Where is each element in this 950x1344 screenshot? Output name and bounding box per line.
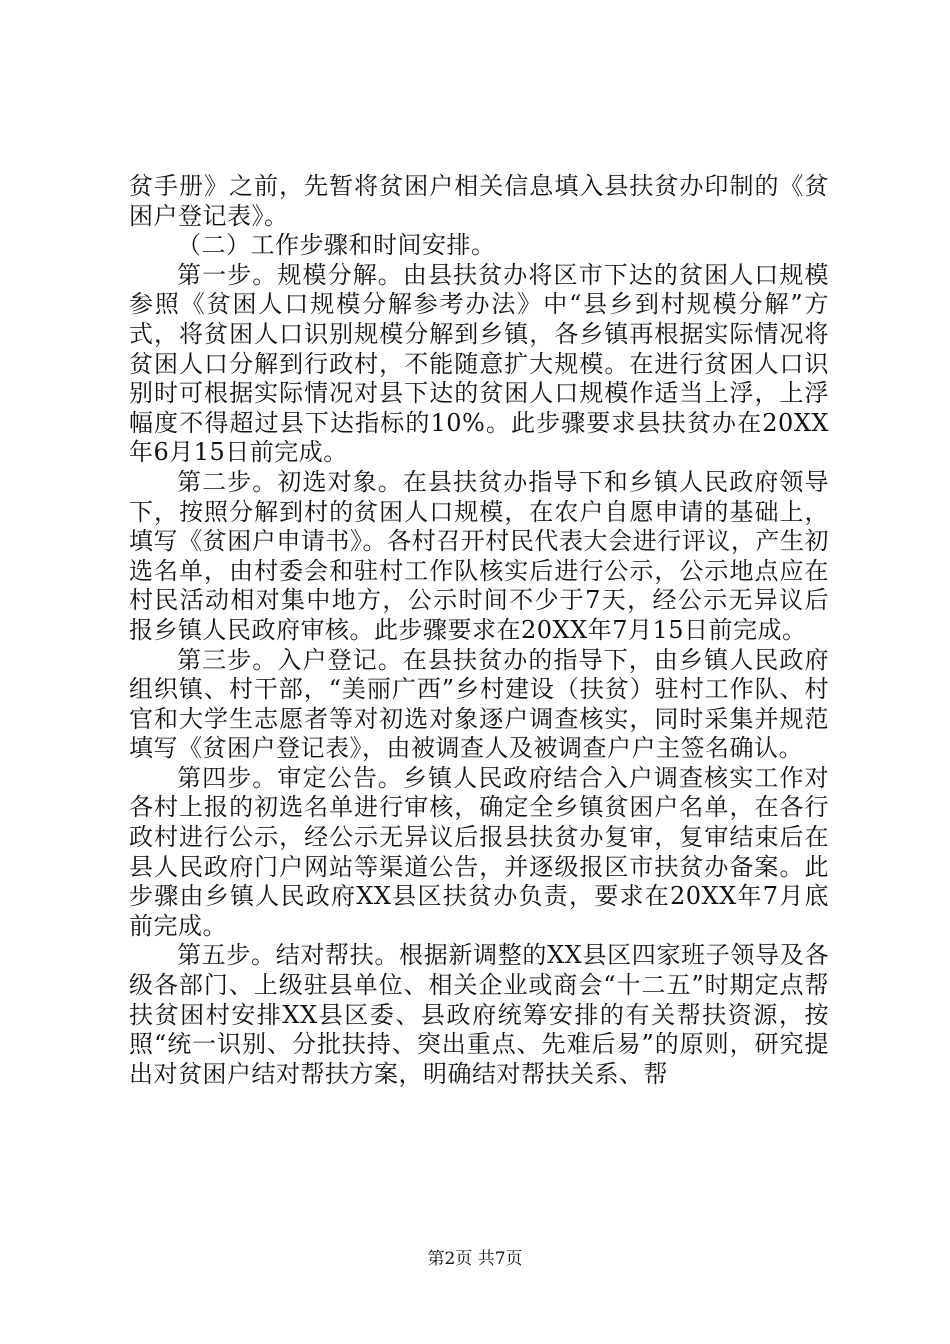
paragraph-step-1: 第一步。规模分解。由县扶贫办将区市下达的贫困人口规模参照《贫困人口规模分解参考办法》中“县乡到村规模分解”方式，将贫困人口识别规模分解到乡镇，各乡镇再根据实际情况将贫困人口分解到行政村，不能随意扩大规模。在进行贫困人口识别时可根据实际情况对县下达的贫困人口规模作适当上浮，上浮幅度不得超过县下达指标的10%。此步骤要求县扶贫办在20XX年6月15日前完成。 (129, 260, 829, 467)
paragraph-step-5: 第五步。结对帮扶。根据新调整的XX县区四家班子领导及各级各部门、上级驻县单位、相关企业或商会“十二五”时期定点帮扶贫困村安排XX县区委、县政府统筹安排的有关帮扶资源，按照“统一识别、分批扶持、突出重点、先难后易”的原则，研究提出对贫困户结对帮扶方案，明确结对帮扶关系、帮 (129, 941, 829, 1088)
document-body (129, 172, 829, 1089)
paragraph-step-3: 第三步。入户登记。在县扶贫办的指导下，由乡镇人民政府组织镇、村干部，“美丽广西”乡村建设（扶贫）驻村工作队、村官和大学生志愿者等对初选对象逐户调查核实，同时采集并规范填写《贫困户登记表》，由被调查人及被调查户户主签名确认。 (129, 645, 829, 763)
paragraph-continuation: 贫手册》之前，先暂将贫困户相关信息填入县扶贫办印制的《贫困户登记表》。 (129, 172, 829, 230)
paragraph-step-4: 第四步。审定公告。乡镇人民政府结合入户调查核实工作对各村上报的初选名单进行审核，确定全乡镇贫困户名单，在各行政村进行公示，经公示无异议后报县扶贫办复审，复审结束后在县人民政府门户网站等渠道公告，并逐级报区市扶贫办备案。此步骤由乡镇人民政府XX县区扶贫办负责，要求在20XX年7月底前完成。 (129, 763, 829, 940)
paragraph-step-2: 第二步。初选对象。在县扶贫办指导下和乡镇人民政府领导下，按照分解到村的贫困人口规模，在农户自愿申请的基础上，填写《贫困户申请书》。各村召开村民代表大会进行评议，产生初选名单，由村委会和驻村工作队核实后进行公示，公示地点应在村民活动相对集中地方，公示时间不少于7天，经公示无异议后报乡镇人民政府审核。此步骤要求在20XX年7月15日前完成。 (129, 467, 829, 644)
section-heading: （二）工作步骤和时间安排。 (177, 231, 496, 260)
page-number-footer: 第2页 共7页 (427, 1249, 523, 1269)
